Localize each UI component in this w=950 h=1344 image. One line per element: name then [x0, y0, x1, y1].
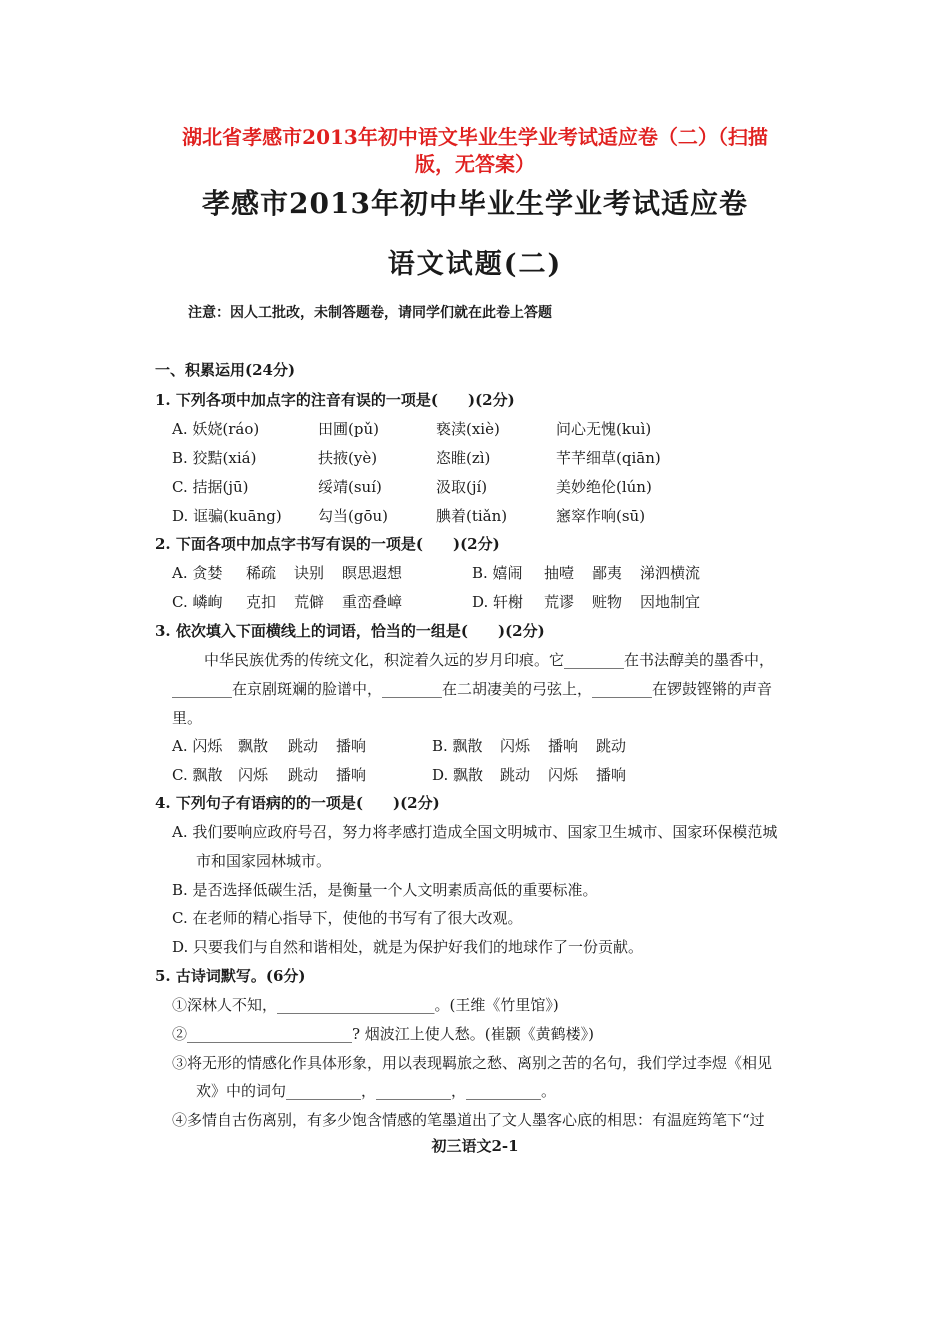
q1-option: 绥靖(suí) [318, 478, 382, 496]
q4-option-c: C. 在老师的精心指导下，使他的书写有了很大改观。 [172, 909, 523, 927]
q5-stem: 5. 古诗词默写。(6分) [155, 967, 306, 985]
q3-word: 闪烁 [548, 766, 579, 784]
q2-word: 鄙夷 [592, 564, 623, 582]
q3-word: 播响 [548, 737, 579, 755]
q3-passage-line-1: 中华民族优秀的传统文化，积淀着久远的岁月印痕。它________在书法醇美的墨香中， [204, 651, 775, 669]
q3-word: 播响 [596, 766, 627, 784]
q2-word: C. 嶙峋 [172, 593, 223, 611]
q3-word: 闪烁 [500, 737, 531, 755]
q5-item-3-line-2: 欢》中的词句__________，__________，__________。 [196, 1082, 557, 1100]
q1-option: 田圃(pǔ) [318, 420, 379, 438]
q1-option: D. 诓骗(kuāng) [172, 507, 282, 525]
q4-option-b: B. 是否选择低碳生活，是衡量一个人文明素质高低的重要标准。 [172, 881, 598, 899]
q2-word: D. 轩榭 [472, 593, 524, 611]
q5-item-2: ②______________________? 烟波江上使人愁。(崔颢《黄鹤楼》) [172, 1025, 595, 1043]
q1-option: 问心无愧(kuì) [556, 420, 652, 438]
q1-option: C. 拮据(jū) [172, 478, 249, 496]
q1-option: A. 妖娆(ráo) [172, 420, 260, 438]
q3-word: 跳动 [288, 766, 319, 784]
q1-option: 腆着(tiǎn) [436, 507, 508, 525]
q3-passage-line-3: 里。 [172, 709, 203, 727]
q3-word: C. 飘散 [172, 766, 223, 784]
q2-stem: 2. 下面各项中加点字书写有误的一项是( )(2分) [155, 535, 500, 553]
page-footer: 初三语文2-1 [431, 1137, 519, 1155]
q4-option-a-line-2: 市和国家园林城市。 [196, 852, 332, 870]
q1-option: 亵渎(xiè) [436, 420, 500, 438]
q2-word: 赃物 [592, 593, 623, 611]
q1-option: 扶掖(yè) [318, 449, 378, 467]
q2-word: 瞑思遐想 [342, 564, 403, 582]
q1-option: 汲取(jí) [436, 478, 488, 496]
q1-option: 美妙绝伦(lún) [556, 478, 652, 496]
q3-word: 闪烁 [238, 766, 269, 784]
q2-word: B. 嬉闹 [472, 564, 523, 582]
q5-item-3-line-1: ③将无形的情感化作具体形象，用以表现羁旅之愁、离别之苦的名句，我们学过李煜《相见 [172, 1054, 773, 1072]
q1-option: 勾当(gōu) [318, 507, 388, 525]
q3-word: 播响 [336, 766, 367, 784]
q2-word: A. 贪婪 [172, 564, 223, 582]
q3-word: 跳动 [288, 737, 319, 755]
q2-word: 克扣 [246, 593, 277, 611]
source-title-line-1: 湖北省孝感市2013年初中语文毕业生学业考试适应卷（二）（扫描 [182, 125, 768, 149]
q1-option: 窸窣作响(sū) [556, 507, 646, 525]
q2-word: 荒谬 [544, 593, 575, 611]
exam-subtitle: 语文试题(二) [387, 249, 563, 280]
q2-word: 诀别 [294, 564, 325, 582]
q2-word: 涕泗横流 [640, 564, 701, 582]
q3-stem: 3. 依次填入下面横线上的词语，恰当的一组是( )(2分) [155, 622, 545, 640]
q3-word: A. 闪烁 [172, 737, 223, 755]
q2-word: 荒僻 [294, 593, 325, 611]
q3-word: 跳动 [596, 737, 627, 755]
q1-option: B. 狡黠(xiá) [172, 449, 257, 467]
document-source-title [120, 124, 830, 178]
exam-title: 孝感市2013年初中毕业生学业考试适应卷 [202, 187, 748, 220]
q3-word: B. 飘散 [432, 737, 483, 755]
q2-word: 因地制宜 [640, 593, 701, 611]
q4-option-d: D. 只要我们与自然和谐相处，就是为保护好我们的地球作了一份贡献。 [172, 938, 644, 956]
q1-option: 芊芊细草(qiān) [556, 449, 661, 467]
q3-word: D. 飘散 [432, 766, 484, 784]
section-heading: 一、积累运用(24分) [155, 361, 296, 379]
q3-passage-line-2: ________在京剧斑斓的脸谱中，________在二胡凄美的弓弦上，________在锣鼓铿锵的声音 [172, 680, 773, 698]
q2-word: 重峦叠嶂 [342, 593, 403, 611]
exam-notice: 注意：因人工批改，未制答题卷，请同学们就在此卷上答题 [188, 305, 552, 321]
q3-word: 跳动 [500, 766, 531, 784]
q1-stem: 1. 下列各项中加点字的注音有误的一项是( )(2分) [155, 391, 515, 409]
q3-word: 播响 [336, 737, 367, 755]
q4-option-a-line-1: A. 我们要响应政府号召，努力将孝感打造成全国文明城市、国家卫生城市、国家环保模范城 [172, 823, 778, 841]
q5-item-4: ④多情自古伤离别，有多少饱含情感的笔墨道出了文人墨客心底的相思：有温庭筠笔下“过 [172, 1111, 765, 1129]
source-title-line-2: 版，无答案） [415, 152, 535, 176]
q2-word: 抽噎 [544, 564, 575, 582]
q1-option: 恣睢(zì) [436, 449, 491, 467]
q4-stem: 4. 下列句子有语病的的一项是( )(2分) [155, 794, 440, 812]
q3-word: 飘散 [238, 737, 269, 755]
q2-word: 稀疏 [246, 564, 277, 582]
q5-item-1: ①深林人不知，_____________________。(王维《竹里馆》) [172, 996, 559, 1014]
